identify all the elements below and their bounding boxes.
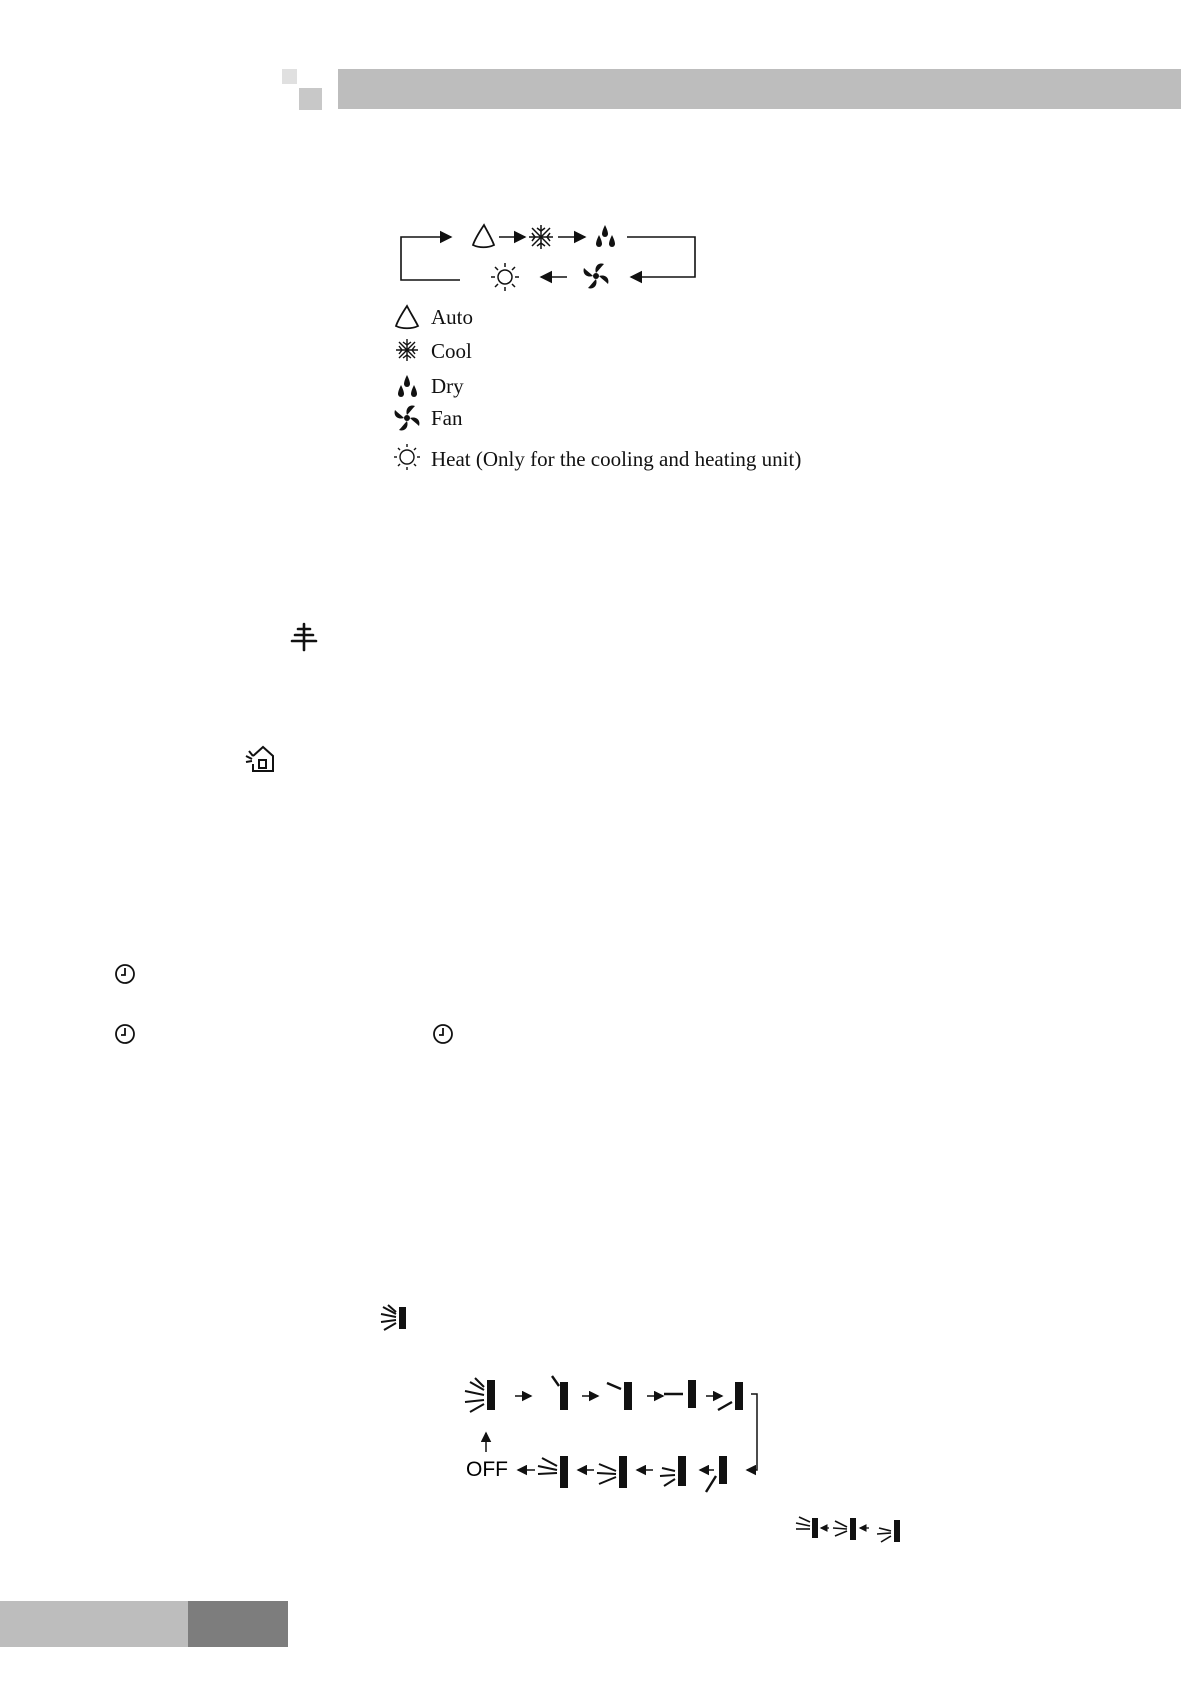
swing-cycle-diagram	[460, 1376, 770, 1496]
cycle-loop-right	[627, 237, 695, 277]
legend-row-auto	[393, 303, 473, 331]
swing-middle-icon	[597, 1456, 627, 1488]
swing-upper-icon	[796, 1517, 818, 1538]
footer-decor-light	[0, 1601, 188, 1647]
dry-icon	[393, 372, 423, 400]
cycle-loop-left	[401, 237, 460, 280]
heat-icon	[491, 263, 519, 291]
auto-icon	[393, 303, 423, 331]
swing-off-label: OFF	[466, 1458, 508, 1481]
swing-connector-right	[747, 1394, 757, 1470]
swing-lower-icon	[877, 1520, 900, 1542]
health-icon	[289, 622, 319, 652]
cool-icon	[529, 225, 553, 249]
auto-icon	[473, 225, 494, 247]
legend-label-fan: Fan	[431, 406, 463, 430]
header-bar	[338, 69, 1181, 109]
swing-trailing-group	[795, 1514, 907, 1544]
dry-icon	[596, 225, 615, 247]
legend-row-fan	[393, 404, 463, 432]
mode-cycle-diagram	[395, 215, 705, 285]
footer-decor-dark	[188, 1601, 288, 1647]
fan-icon	[584, 264, 609, 289]
timer-icon	[114, 963, 136, 985]
heat-icon	[393, 445, 423, 473]
louver-pos5-icon	[706, 1456, 727, 1492]
legend-label-auto: Auto	[431, 305, 473, 329]
louver-pos3-icon	[664, 1380, 696, 1408]
header-decor-square-light	[282, 69, 297, 84]
legend-label-dry: Dry	[431, 374, 464, 398]
louver-pos1-icon	[552, 1376, 568, 1410]
legend-label-heat: Heat (Only for the cooling and heating unit)	[431, 447, 802, 471]
swing-icon	[380, 1303, 410, 1333]
legend-label-cool: Cool	[431, 339, 472, 363]
air-exchange-icon	[244, 744, 276, 774]
swing-middle-icon	[833, 1518, 856, 1540]
swing-lower-icon	[660, 1456, 686, 1486]
timer-icon	[432, 1023, 454, 1045]
swing-upper-icon	[538, 1456, 568, 1488]
cool-icon	[393, 337, 423, 365]
timer-icon	[114, 1023, 136, 1045]
header-decor-square-mid	[299, 88, 322, 110]
louver-pos2-icon	[607, 1382, 632, 1410]
legend-row-heat	[393, 445, 801, 473]
legend-row-cool	[393, 337, 472, 365]
swing-all-icon	[465, 1378, 495, 1412]
fan-icon	[393, 404, 423, 432]
legend-row-dry	[393, 372, 464, 400]
